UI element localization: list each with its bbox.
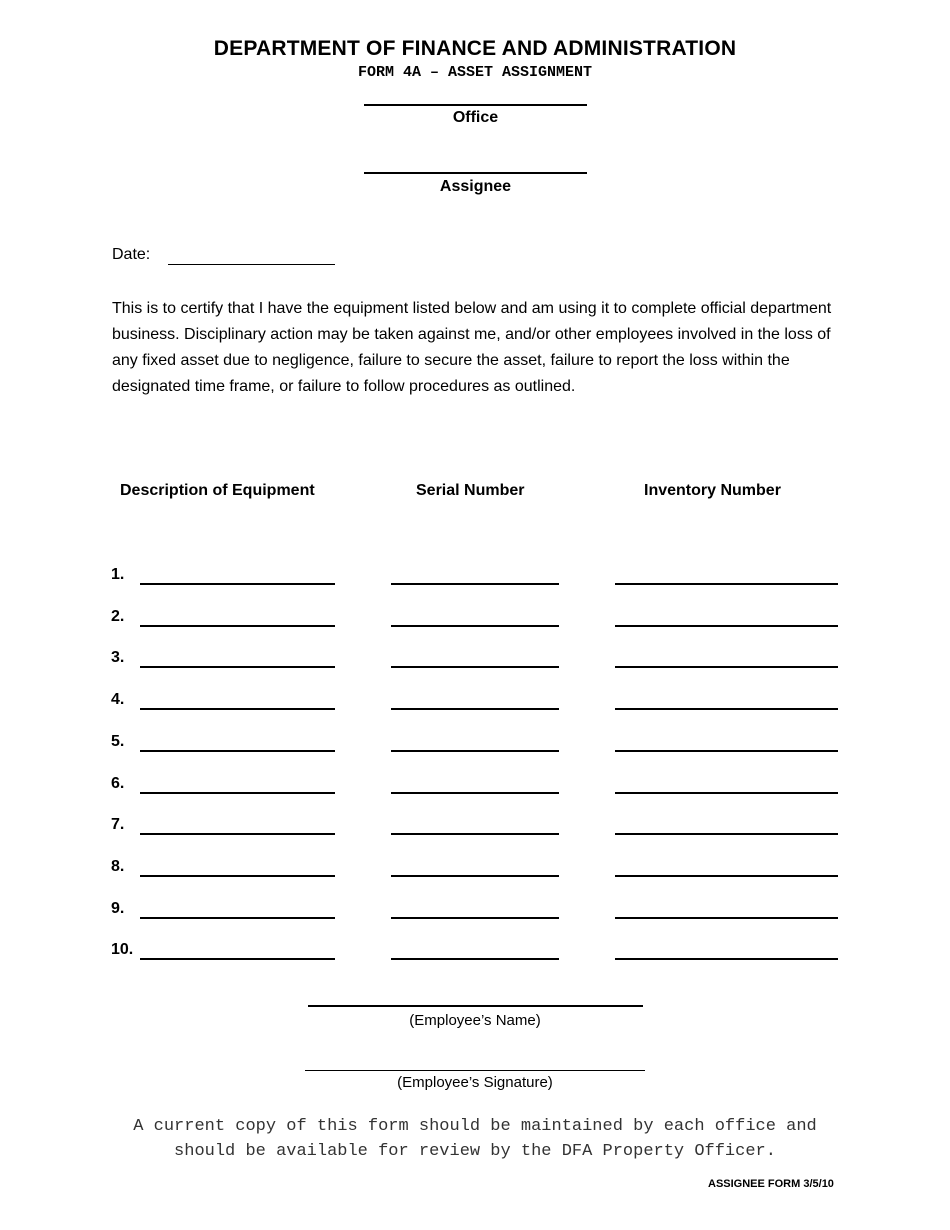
form-subtitle: FORM 4A – ASSET ASSIGNMENT xyxy=(357,64,593,81)
description-field-line[interactable] xyxy=(140,666,335,668)
office-label: Office xyxy=(452,109,499,126)
form-id: ASSIGNEE FORM 3/5/10 xyxy=(708,1178,834,1190)
inventory-field-line[interactable] xyxy=(615,958,838,960)
page-title: DEPARTMENT OF FINANCE AND ADMINISTRATION xyxy=(213,37,737,60)
inventory-field-line[interactable] xyxy=(615,792,838,794)
inventory-field-line[interactable] xyxy=(615,750,838,752)
description-field-line[interactable] xyxy=(140,708,335,710)
employee-name-label: (Employee’s Name) xyxy=(409,1012,541,1029)
serial-field-line[interactable] xyxy=(391,750,559,752)
assignee-label: Assignee xyxy=(439,178,512,195)
inventory-field-line[interactable] xyxy=(615,625,838,627)
serial-field-line[interactable] xyxy=(391,666,559,668)
date-field-line[interactable] xyxy=(168,264,335,265)
row-number: 3. xyxy=(111,649,125,666)
row-number: 10. xyxy=(111,941,134,958)
serial-field-line[interactable] xyxy=(391,958,559,960)
row-number: 2. xyxy=(111,608,125,625)
date-label: Date: xyxy=(112,246,151,263)
description-field-line[interactable] xyxy=(140,875,335,877)
footer-note xyxy=(0,1114,950,1164)
serial-field-line[interactable] xyxy=(391,833,559,835)
inventory-field-line[interactable] xyxy=(615,875,838,877)
row-number: 9. xyxy=(111,900,125,917)
office-field-line[interactable] xyxy=(364,104,587,106)
footer-note-line-1: A current copy of this form should be maintained by each office and xyxy=(133,1117,817,1136)
inventory-field-line[interactable] xyxy=(615,708,838,710)
description-field-line[interactable] xyxy=(140,583,335,585)
footer-note-line-2: should be available for review by the DFA Property Officer. xyxy=(174,1142,776,1161)
inventory-field-line[interactable] xyxy=(615,666,838,668)
serial-field-line[interactable] xyxy=(391,917,559,919)
employee-signature-label: (Employee’s Signature) xyxy=(397,1074,553,1091)
column-header-inventory: Inventory Number xyxy=(644,482,781,499)
inventory-field-line[interactable] xyxy=(615,583,838,585)
row-number: 6. xyxy=(111,775,125,792)
serial-field-line[interactable] xyxy=(391,625,559,627)
description-field-line[interactable] xyxy=(140,792,335,794)
row-number: 1. xyxy=(111,566,125,583)
serial-field-line[interactable] xyxy=(391,583,559,585)
employee-signature-line[interactable] xyxy=(305,1070,645,1071)
description-field-line[interactable] xyxy=(140,958,335,960)
row-number: 8. xyxy=(111,858,125,875)
description-field-line[interactable] xyxy=(140,625,335,627)
description-field-line[interactable] xyxy=(140,833,335,835)
assignee-field-line[interactable] xyxy=(364,172,587,174)
serial-field-line[interactable] xyxy=(391,792,559,794)
employee-name-line[interactable] xyxy=(308,1005,643,1007)
row-number: 4. xyxy=(111,691,125,708)
serial-field-line[interactable] xyxy=(391,708,559,710)
row-number: 5. xyxy=(111,733,125,750)
row-number: 7. xyxy=(111,816,125,833)
certification-text: This is to certify that I have the equipment listed below and am using it to complete official department business. Disciplinary action may be taken against me, and/or other employees involved in the loss of any fixed asset due to negligence, failure to secure the asset, failure to report the loss within the designated time frame, or failure to follow procedures as outlined. xyxy=(112,300,832,395)
inventory-field-line[interactable] xyxy=(615,917,838,919)
column-header-serial: Serial Number xyxy=(416,482,525,499)
serial-field-line[interactable] xyxy=(391,875,559,877)
description-field-line[interactable] xyxy=(140,917,335,919)
inventory-field-line[interactable] xyxy=(615,833,838,835)
description-field-line[interactable] xyxy=(140,750,335,752)
column-header-description: Description of Equipment xyxy=(120,482,315,499)
